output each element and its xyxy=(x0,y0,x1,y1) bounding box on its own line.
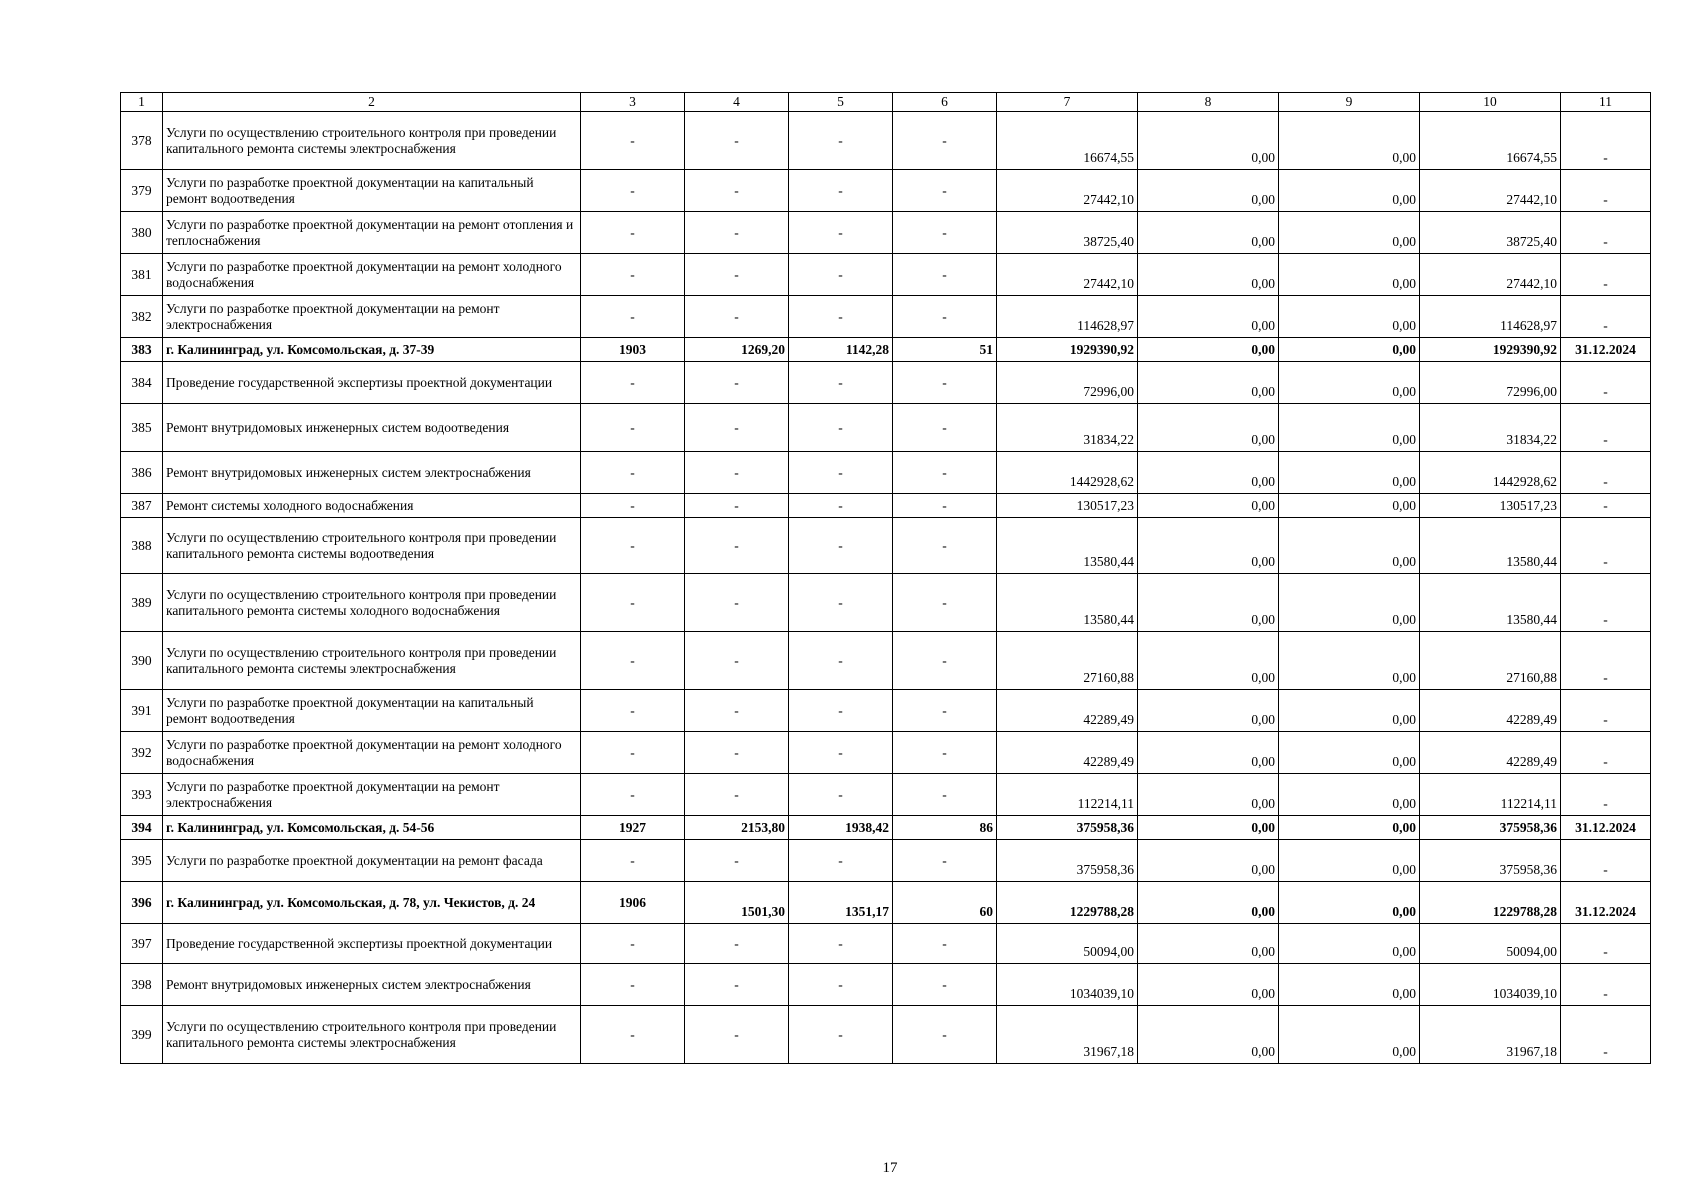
repair-plan-table xyxy=(120,92,1651,1064)
cell-cost-owners: 31834,22 xyxy=(1420,404,1561,452)
cell-cost-total: 31967,18 xyxy=(997,1006,1138,1064)
cell-year: - xyxy=(581,840,685,882)
cell-living-area: - xyxy=(789,254,893,296)
item-name: Услуги по осуществлению строительного контроля при проведении капитального ремонта системы электроснабжения xyxy=(163,112,581,170)
cell-cost-regional: 0,00 xyxy=(1279,816,1420,840)
cell-living-area: - xyxy=(789,924,893,964)
cell-cost-regional: 0,00 xyxy=(1279,964,1420,1006)
cell-year: - xyxy=(581,296,685,338)
cell-cost-federal: 0,00 xyxy=(1138,112,1279,170)
cell-residents: 60 xyxy=(893,882,997,924)
row-number: 398 xyxy=(121,964,163,1006)
item-name: Ремонт внутридомовых инженерных систем электроснабжения xyxy=(163,452,581,494)
column-header: 8 xyxy=(1138,93,1279,112)
cell-total-area: - xyxy=(685,964,789,1006)
table-row xyxy=(121,362,1651,404)
cell-deadline: - xyxy=(1561,254,1651,296)
row-number: 382 xyxy=(121,296,163,338)
cell-cost-total: 31834,22 xyxy=(997,404,1138,452)
cell-cost-federal: 0,00 xyxy=(1138,732,1279,774)
cell-cost-total: 27442,10 xyxy=(997,170,1138,212)
page-number: 17 xyxy=(882,1160,898,1176)
cell-cost-federal: 0,00 xyxy=(1138,296,1279,338)
table-row xyxy=(121,212,1651,254)
cell-cost-federal: 0,00 xyxy=(1138,964,1279,1006)
cell-living-area: - xyxy=(789,452,893,494)
cell-cost-federal: 0,00 xyxy=(1138,882,1279,924)
cell-total-area: - xyxy=(685,732,789,774)
row-number: 388 xyxy=(121,518,163,574)
cell-cost-owners: 16674,55 xyxy=(1420,112,1561,170)
cell-cost-regional: 0,00 xyxy=(1279,924,1420,964)
cell-cost-total: 27442,10 xyxy=(997,254,1138,296)
cell-residents: - xyxy=(893,362,997,404)
cell-residents: - xyxy=(893,296,997,338)
cell-residents: - xyxy=(893,212,997,254)
column-header: 3 xyxy=(581,93,685,112)
cell-cost-federal: 0,00 xyxy=(1138,816,1279,840)
cell-cost-federal: 0,00 xyxy=(1138,494,1279,518)
cell-total-area: - xyxy=(685,362,789,404)
column-header: 1 xyxy=(121,93,163,112)
cell-cost-regional: 0,00 xyxy=(1279,254,1420,296)
cell-cost-regional: 0,00 xyxy=(1279,574,1420,632)
cell-residents: - xyxy=(893,732,997,774)
cell-total-area: - xyxy=(685,1006,789,1064)
table-row xyxy=(121,452,1651,494)
table-header-row xyxy=(121,93,1651,112)
cell-living-area: - xyxy=(789,1006,893,1064)
row-number: 385 xyxy=(121,404,163,452)
cell-cost-federal: 0,00 xyxy=(1138,254,1279,296)
item-name: Услуги по осуществлению строительного контроля при проведении капитального ремонта системы водоотведения xyxy=(163,518,581,574)
item-name: г. Калининград, ул. Комсомольская, д. 54-56 xyxy=(163,816,581,840)
cell-cost-total: 42289,49 xyxy=(997,690,1138,732)
table-row xyxy=(121,254,1651,296)
cell-deadline: - xyxy=(1561,574,1651,632)
cell-cost-federal: 0,00 xyxy=(1138,212,1279,254)
cell-deadline: - xyxy=(1561,964,1651,1006)
cell-residents: - xyxy=(893,452,997,494)
cell-residents: - xyxy=(893,404,997,452)
cell-deadline: - xyxy=(1561,840,1651,882)
cell-deadline: - xyxy=(1561,732,1651,774)
cell-cost-total: 130517,23 xyxy=(997,494,1138,518)
cell-residents: - xyxy=(893,254,997,296)
item-name: Услуги по разработке проектной документации на ремонт отопления и теплоснабжения xyxy=(163,212,581,254)
cell-residents: - xyxy=(893,112,997,170)
cell-deadline: - xyxy=(1561,170,1651,212)
cell-cost-regional: 0,00 xyxy=(1279,212,1420,254)
row-number: 390 xyxy=(121,632,163,690)
table-row xyxy=(121,924,1651,964)
item-name: Услуги по осуществлению строительного контроля при проведении капитального ремонта системы холодного водоснабжения xyxy=(163,574,581,632)
row-number: 394 xyxy=(121,816,163,840)
cell-total-area: - xyxy=(685,296,789,338)
cell-deadline: - xyxy=(1561,404,1651,452)
cell-cost-owners: 13580,44 xyxy=(1420,574,1561,632)
table-row xyxy=(121,112,1651,170)
cell-living-area: - xyxy=(789,632,893,690)
cell-living-area: 1351,17 xyxy=(789,882,893,924)
cell-cost-total: 72996,00 xyxy=(997,362,1138,404)
cell-cost-owners: 1929390,92 xyxy=(1420,338,1561,362)
table-row xyxy=(121,404,1651,452)
cell-total-area: - xyxy=(685,690,789,732)
cell-residents: - xyxy=(893,1006,997,1064)
cell-residents: - xyxy=(893,574,997,632)
cell-residents: 86 xyxy=(893,816,997,840)
cell-living-area: - xyxy=(789,840,893,882)
cell-residents: - xyxy=(893,690,997,732)
cell-cost-federal: 0,00 xyxy=(1138,690,1279,732)
cell-total-area: - xyxy=(685,574,789,632)
table-row xyxy=(121,964,1651,1006)
cell-deadline: 31.12.2024 xyxy=(1561,816,1651,840)
cell-residents: - xyxy=(893,840,997,882)
item-name: Услуги по разработке проектной документации на ремонт холодного водоснабжения xyxy=(163,732,581,774)
cell-total-area: 1269,20 xyxy=(685,338,789,362)
cell-cost-total: 13580,44 xyxy=(997,518,1138,574)
cell-living-area: - xyxy=(789,212,893,254)
cell-deadline: - xyxy=(1561,518,1651,574)
cell-cost-federal: 0,00 xyxy=(1138,840,1279,882)
row-number: 383 xyxy=(121,338,163,362)
cell-cost-regional: 0,00 xyxy=(1279,296,1420,338)
item-name: Услуги по разработке проектной документации на ремонт холодного водоснабжения xyxy=(163,254,581,296)
cell-residents: 51 xyxy=(893,338,997,362)
cell-cost-regional: 0,00 xyxy=(1279,404,1420,452)
row-number: 393 xyxy=(121,774,163,816)
row-number: 389 xyxy=(121,574,163,632)
row-number: 386 xyxy=(121,452,163,494)
cell-residents: - xyxy=(893,494,997,518)
cell-cost-regional: 0,00 xyxy=(1279,362,1420,404)
cell-deadline: - xyxy=(1561,494,1651,518)
cell-cost-regional: 0,00 xyxy=(1279,338,1420,362)
cell-deadline: - xyxy=(1561,632,1651,690)
cell-living-area: - xyxy=(789,574,893,632)
row-number: 381 xyxy=(121,254,163,296)
cell-deadline: - xyxy=(1561,1006,1651,1064)
cell-year: 1927 xyxy=(581,816,685,840)
column-header: 5 xyxy=(789,93,893,112)
cell-total-area: - xyxy=(685,518,789,574)
cell-total-area: - xyxy=(685,170,789,212)
table-row xyxy=(121,882,1651,924)
cell-living-area: - xyxy=(789,170,893,212)
cell-cost-owners: 112214,11 xyxy=(1420,774,1561,816)
row-number: 391 xyxy=(121,690,163,732)
cell-cost-owners: 13580,44 xyxy=(1420,518,1561,574)
cell-deadline: - xyxy=(1561,452,1651,494)
cell-cost-total: 50094,00 xyxy=(997,924,1138,964)
cell-year: - xyxy=(581,254,685,296)
cell-residents: - xyxy=(893,170,997,212)
cell-cost-regional: 0,00 xyxy=(1279,452,1420,494)
row-number: 395 xyxy=(121,840,163,882)
item-name: Услуги по осуществлению строительного контроля при проведении капитального ремонта системы электроснабжения xyxy=(163,632,581,690)
column-header: 6 xyxy=(893,93,997,112)
cell-living-area: - xyxy=(789,296,893,338)
cell-residents: - xyxy=(893,964,997,1006)
row-number: 380 xyxy=(121,212,163,254)
cell-cost-federal: 0,00 xyxy=(1138,362,1279,404)
table-row xyxy=(121,338,1651,362)
cell-cost-owners: 42289,49 xyxy=(1420,732,1561,774)
cell-cost-federal: 0,00 xyxy=(1138,404,1279,452)
cell-deadline: - xyxy=(1561,362,1651,404)
item-name: Услуги по осуществлению строительного контроля при проведении капитального ремонта системы электроснабжения xyxy=(163,1006,581,1064)
cell-total-area: - xyxy=(685,774,789,816)
cell-residents: - xyxy=(893,924,997,964)
table-row xyxy=(121,732,1651,774)
cell-cost-total: 1034039,10 xyxy=(997,964,1138,1006)
cell-cost-federal: 0,00 xyxy=(1138,452,1279,494)
cell-total-area: - xyxy=(685,452,789,494)
cell-cost-federal: 0,00 xyxy=(1138,574,1279,632)
cell-cost-owners: 27160,88 xyxy=(1420,632,1561,690)
cell-cost-owners: 1442928,62 xyxy=(1420,452,1561,494)
table-row xyxy=(121,774,1651,816)
table-row xyxy=(121,170,1651,212)
table-row xyxy=(121,816,1651,840)
cell-cost-federal: 0,00 xyxy=(1138,338,1279,362)
cell-cost-regional: 0,00 xyxy=(1279,774,1420,816)
cell-deadline: - xyxy=(1561,774,1651,816)
cell-residents: - xyxy=(893,518,997,574)
cell-cost-regional: 0,00 xyxy=(1279,840,1420,882)
cell-total-area: - xyxy=(685,632,789,690)
table-row xyxy=(121,632,1651,690)
cell-cost-regional: 0,00 xyxy=(1279,494,1420,518)
cell-living-area: - xyxy=(789,404,893,452)
cell-cost-total: 13580,44 xyxy=(997,574,1138,632)
row-number: 392 xyxy=(121,732,163,774)
cell-year: - xyxy=(581,690,685,732)
row-number: 378 xyxy=(121,112,163,170)
cell-deadline: - xyxy=(1561,112,1651,170)
cell-cost-total: 27160,88 xyxy=(997,632,1138,690)
cell-living-area: - xyxy=(789,964,893,1006)
column-header: 4 xyxy=(685,93,789,112)
cell-deadline: - xyxy=(1561,296,1651,338)
cell-cost-total: 38725,40 xyxy=(997,212,1138,254)
cell-year: - xyxy=(581,732,685,774)
column-header: 9 xyxy=(1279,93,1420,112)
item-name: Услуги по разработке проектной документации на капитальный ремонт водоотведения xyxy=(163,690,581,732)
item-name: Услуги по разработке проектной документации на ремонт электроснабжения xyxy=(163,774,581,816)
column-header: 10 xyxy=(1420,93,1561,112)
item-name: Услуги по разработке проектной документации на капитальный ремонт водоотведения xyxy=(163,170,581,212)
cell-deadline: - xyxy=(1561,924,1651,964)
cell-cost-total: 114628,97 xyxy=(997,296,1138,338)
cell-year: - xyxy=(581,964,685,1006)
cell-living-area: 1142,28 xyxy=(789,338,893,362)
cell-year: - xyxy=(581,518,685,574)
cell-living-area: - xyxy=(789,774,893,816)
cell-total-area: - xyxy=(685,840,789,882)
row-number: 387 xyxy=(121,494,163,518)
cell-total-area: - xyxy=(685,404,789,452)
cell-cost-regional: 0,00 xyxy=(1279,518,1420,574)
cell-cost-owners: 38725,40 xyxy=(1420,212,1561,254)
table-row xyxy=(121,1006,1651,1064)
cell-total-area: 1501,30 xyxy=(685,882,789,924)
cell-cost-federal: 0,00 xyxy=(1138,774,1279,816)
cell-year: - xyxy=(581,112,685,170)
cell-total-area: - xyxy=(685,494,789,518)
row-number: 399 xyxy=(121,1006,163,1064)
table-row xyxy=(121,840,1651,882)
cell-year: - xyxy=(581,362,685,404)
cell-year: - xyxy=(581,924,685,964)
column-header: 7 xyxy=(997,93,1138,112)
table-row xyxy=(121,518,1651,574)
cell-cost-total: 16674,55 xyxy=(997,112,1138,170)
cell-cost-owners: 31967,18 xyxy=(1420,1006,1561,1064)
cell-year: 1903 xyxy=(581,338,685,362)
cell-cost-federal: 0,00 xyxy=(1138,632,1279,690)
cell-cost-owners: 27442,10 xyxy=(1420,254,1561,296)
cell-year: - xyxy=(581,574,685,632)
item-name: Проведение государственной экспертизы проектной документации xyxy=(163,362,581,404)
cell-living-area: - xyxy=(789,518,893,574)
cell-cost-owners: 1034039,10 xyxy=(1420,964,1561,1006)
item-name: Ремонт системы холодного водоснабжения xyxy=(163,494,581,518)
cell-cost-total: 1229788,28 xyxy=(997,882,1138,924)
item-name: Ремонт внутридомовых инженерных систем электроснабжения xyxy=(163,964,581,1006)
row-number: 384 xyxy=(121,362,163,404)
cell-living-area: 1938,42 xyxy=(789,816,893,840)
cell-total-area: - xyxy=(685,112,789,170)
cell-cost-regional: 0,00 xyxy=(1279,882,1420,924)
cell-cost-regional: 0,00 xyxy=(1279,170,1420,212)
cell-year: - xyxy=(581,170,685,212)
cell-living-area: - xyxy=(789,732,893,774)
cell-living-area: - xyxy=(789,690,893,732)
cell-deadline: - xyxy=(1561,212,1651,254)
cell-year: - xyxy=(581,494,685,518)
cell-year: - xyxy=(581,404,685,452)
item-name: г. Калининград, ул. Комсомольская, д. 78, ул. Чекистов, д. 24 xyxy=(163,882,581,924)
cell-cost-total: 375958,36 xyxy=(997,816,1138,840)
item-name: Ремонт внутридомовых инженерных систем водоотведения xyxy=(163,404,581,452)
cell-year: - xyxy=(581,452,685,494)
cell-total-area: - xyxy=(685,212,789,254)
cell-cost-total: 1929390,92 xyxy=(997,338,1138,362)
cell-cost-owners: 42289,49 xyxy=(1420,690,1561,732)
item-name: Проведение государственной экспертизы проектной документации xyxy=(163,924,581,964)
item-name: Услуги по разработке проектной документации на ремонт фасада xyxy=(163,840,581,882)
item-name: г. Калининград, ул. Комсомольская, д. 37-39 xyxy=(163,338,581,362)
cell-cost-regional: 0,00 xyxy=(1279,690,1420,732)
cell-cost-total: 1442928,62 xyxy=(997,452,1138,494)
cell-cost-owners: 72996,00 xyxy=(1420,362,1561,404)
cell-deadline: 31.12.2024 xyxy=(1561,338,1651,362)
cell-cost-owners: 130517,23 xyxy=(1420,494,1561,518)
cell-total-area: - xyxy=(685,924,789,964)
cell-year: - xyxy=(581,632,685,690)
cell-cost-owners: 114628,97 xyxy=(1420,296,1561,338)
cell-living-area: - xyxy=(789,112,893,170)
cell-cost-total: 42289,49 xyxy=(997,732,1138,774)
cell-year: - xyxy=(581,1006,685,1064)
row-number: 397 xyxy=(121,924,163,964)
item-name: Услуги по разработке проектной документации на ремонт электроснабжения xyxy=(163,296,581,338)
cell-cost-total: 375958,36 xyxy=(997,840,1138,882)
cell-cost-federal: 0,00 xyxy=(1138,518,1279,574)
cell-living-area: - xyxy=(789,362,893,404)
cell-year: 1906 xyxy=(581,882,685,924)
cell-year: - xyxy=(581,774,685,816)
cell-total-area: - xyxy=(685,254,789,296)
cell-cost-total: 112214,11 xyxy=(997,774,1138,816)
cell-year: - xyxy=(581,212,685,254)
cell-cost-owners: 1229788,28 xyxy=(1420,882,1561,924)
cell-cost-federal: 0,00 xyxy=(1138,924,1279,964)
column-header: 2 xyxy=(163,93,581,112)
cell-cost-regional: 0,00 xyxy=(1279,632,1420,690)
cell-cost-owners: 50094,00 xyxy=(1420,924,1561,964)
column-header: 11 xyxy=(1561,93,1651,112)
cell-residents: - xyxy=(893,774,997,816)
cell-deadline: - xyxy=(1561,690,1651,732)
cell-total-area: 2153,80 xyxy=(685,816,789,840)
row-number: 379 xyxy=(121,170,163,212)
table-row xyxy=(121,494,1651,518)
row-number: 396 xyxy=(121,882,163,924)
cell-cost-owners: 375958,36 xyxy=(1420,840,1561,882)
cell-cost-regional: 0,00 xyxy=(1279,112,1420,170)
cell-cost-owners: 27442,10 xyxy=(1420,170,1561,212)
table-row xyxy=(121,574,1651,632)
cell-residents: - xyxy=(893,632,997,690)
table-row xyxy=(121,296,1651,338)
cell-cost-regional: 0,00 xyxy=(1279,732,1420,774)
cell-cost-federal: 0,00 xyxy=(1138,1006,1279,1064)
cell-living-area: - xyxy=(789,494,893,518)
cell-deadline: 31.12.2024 xyxy=(1561,882,1651,924)
cell-cost-owners: 375958,36 xyxy=(1420,816,1561,840)
cell-cost-federal: 0,00 xyxy=(1138,170,1279,212)
table-row xyxy=(121,690,1651,732)
cell-cost-regional: 0,00 xyxy=(1279,1006,1420,1064)
